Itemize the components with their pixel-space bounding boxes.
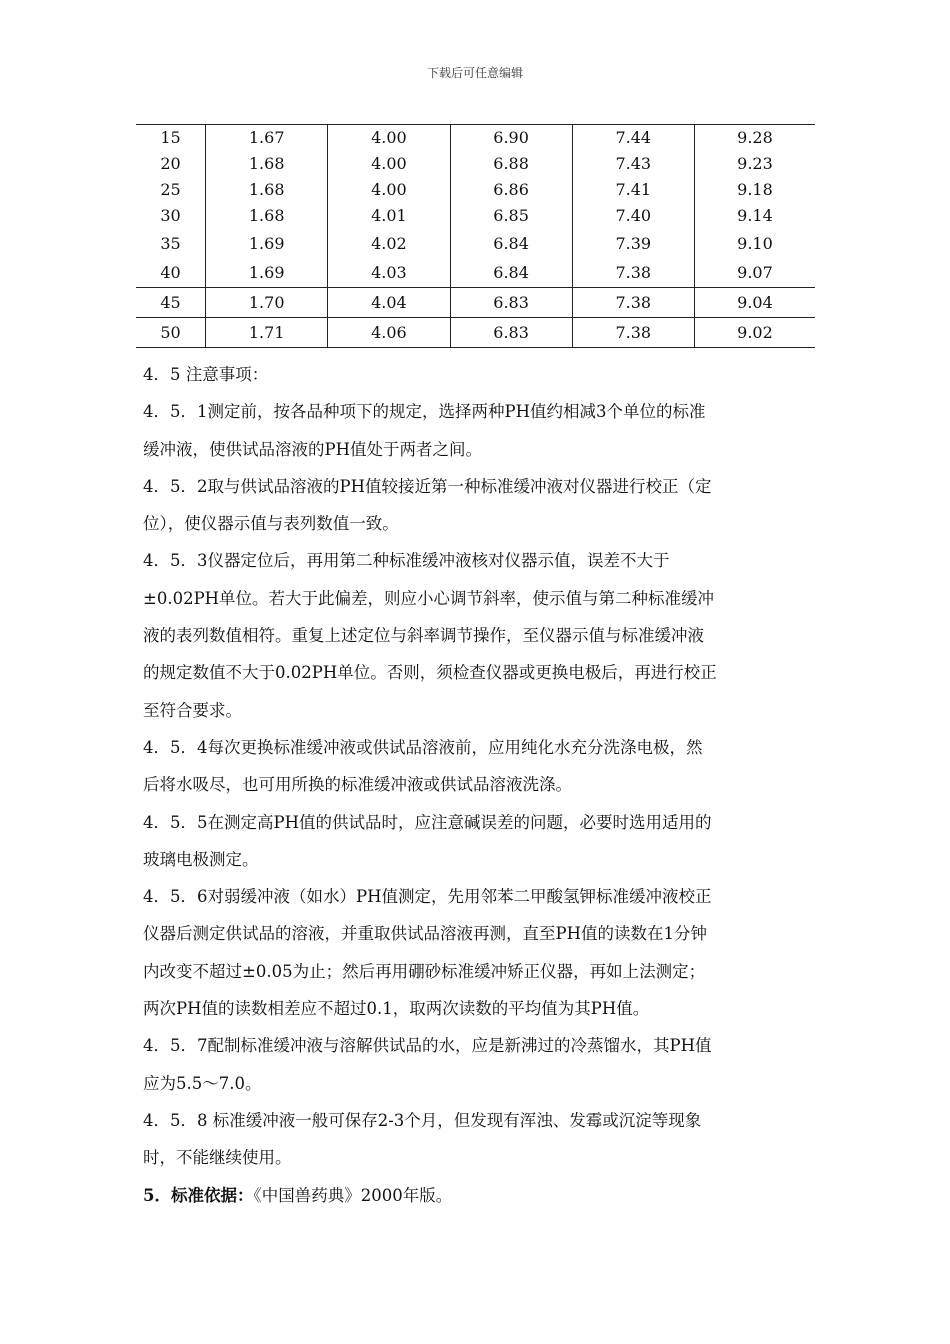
ph-value-cell: 9.10 — [694, 229, 815, 258]
table-row — [136, 203, 815, 229]
notes-line: 缓冲液，使供试品溶液的PH值处于两者之间。 — [143, 439, 482, 459]
table-row — [136, 151, 815, 177]
ph-value-cell: 9.23 — [694, 151, 815, 177]
notes-line: 液的表列数值相符。重复上述定位与斜率调节操作，至仪器示值与标准缓冲液 — [143, 626, 704, 646]
notes-line: 4．5．7配制标准缓冲液与溶解供试品的水，应是新沸过的冷蒸馏水，其PH值 — [143, 1036, 712, 1056]
table-row — [136, 177, 815, 203]
ph-value-cell: 7.43 — [572, 151, 694, 177]
ph-value-cell: 1.70 — [206, 288, 328, 318]
page-header: 下载后可任意编辑 — [426, 66, 523, 80]
temperature-cell: 25 — [160, 180, 181, 199]
ph-value-cell: 7.38 — [572, 288, 694, 318]
ph-value-cell: 6.83 — [450, 288, 572, 318]
notes-line: 应为5.5～7.0。 — [143, 1073, 262, 1093]
ph-value-cell: 9.02 — [694, 318, 815, 348]
notes-line: 的规定数值不大于0.02PH单位。否则，须检查仪器或更换电极后，再进行校正 — [143, 663, 717, 683]
ph-value-cell: 4.01 — [328, 203, 450, 229]
temperature-cell: 30 — [160, 206, 181, 225]
table-row — [136, 258, 815, 288]
notes-line: 4．5 注意事项： — [143, 365, 269, 384]
ph-value-cell: 6.84 — [450, 258, 572, 288]
notes-line: 4．5．3仪器定位后，再用第二种标准缓冲液核对仪器示值，误差不大于 — [143, 551, 670, 571]
ph-value-cell: 9.07 — [694, 258, 815, 288]
ph-value-cell: 1.69 — [206, 258, 328, 288]
ph-value-cell: 7.41 — [572, 177, 694, 203]
ph-value-cell: 1.68 — [206, 177, 328, 203]
table-row — [136, 229, 815, 258]
notes-line: 两次PH值的读数相差应不超过0.1，取两次读数的平均值为其PH值。 — [143, 999, 650, 1019]
ph-value-cell: 6.90 — [450, 125, 572, 152]
notes-line: 位），使仪器示值与表列数值一致。 — [143, 514, 399, 534]
standard-basis-text: 《中国兽药典》2000年版。 — [253, 1185, 453, 1205]
ph-value-cell: 1.68 — [206, 151, 328, 177]
ph-value-cell: 6.86 — [450, 177, 572, 203]
ph-value-cell: 4.02 — [328, 229, 450, 258]
ph-value-cell: 7.44 — [572, 125, 694, 152]
standard-basis-label: 5．标准依据： — [143, 1185, 254, 1205]
notes-line: ±0.02PH单位。若大于此偏差，则应小心调节斜率，使示值与第二种标准缓冲 — [143, 588, 715, 608]
notes-line: 4．5．8 标准缓冲液一般可保存2-3个月，但发现有浑浊、发霉或沉淀等现象 — [143, 1110, 702, 1130]
temperature-cell: 40 — [160, 263, 181, 282]
temperature-cell: 15 — [136, 125, 206, 152]
table-row — [136, 318, 815, 348]
notes-line: 玻璃电极测定。 — [143, 849, 259, 869]
temperature-cell: 50 — [136, 318, 206, 348]
ph-value-cell: 6.83 — [450, 318, 572, 348]
table-row — [136, 125, 815, 152]
ph-value-cell: 4.03 — [328, 258, 450, 288]
notes-line: 后将水吸尽，也可用所换的标准缓冲液或供试品溶液洗涤。 — [143, 775, 572, 795]
notes-line: 4．5．1测定前，按各品种项下的规定，选择两种PH值约相减3个单位的标准 — [143, 402, 706, 422]
notes-line: 4．5．2取与供试品溶液的PH值较接近第一种标准缓冲液对仪器进行校正（定 — [143, 476, 712, 496]
ph-value-cell: 6.84 — [450, 229, 572, 258]
notes-line: 内改变不超过±0.05为止；然后再用硼砂标准缓冲矫正仪器，再如上法测定； — [143, 961, 706, 981]
standard-basis — [143, 1177, 813, 1214]
temperature-cell: 45 — [136, 288, 206, 318]
ph-value-cell: 1.67 — [206, 125, 328, 152]
ph-value-cell: 7.38 — [572, 318, 694, 348]
ph-value-cell: 1.71 — [206, 318, 328, 348]
notes-line: 4．5．6对弱缓冲液（如水）PH值测定，先用邻苯二甲酸氢钾标准缓冲液校正 — [143, 887, 712, 907]
ph-value-cell: 4.00 — [328, 125, 450, 152]
notes-line: 仪器后测定供试品的溶液，并重取供试品溶液再测，直至PH值的读数在1分钟 — [143, 924, 707, 944]
notes-line: 4．5．5在测定高PH值的供试品时，应注意碱误差的问题，必要时选用适用的 — [143, 812, 712, 832]
ph-value-cell: 9.14 — [694, 203, 815, 229]
ph-value-cell: 9.04 — [694, 288, 815, 318]
ph-value-cell: 4.00 — [328, 177, 450, 203]
ph-buffer-table — [136, 124, 815, 348]
temperature-cell: 20 — [160, 154, 181, 173]
notes-line: 至符合要求。 — [143, 700, 242, 720]
ph-value-cell: 4.04 — [328, 288, 450, 318]
ph-value-cell: 7.39 — [572, 229, 694, 258]
notes-line: 时，不能继续使用。 — [143, 1148, 292, 1168]
notes-line: 4．5．4每次更换标准缓冲液或供试品溶液前，应用纯化水充分洗涤电极，然 — [143, 737, 703, 757]
temperature-cell: 35 — [160, 234, 181, 253]
ph-value-cell: 1.68 — [206, 203, 328, 229]
notes-section — [143, 356, 813, 1214]
ph-value-cell: 7.38 — [572, 258, 694, 288]
table-row — [136, 288, 815, 318]
ph-value-cell: 4.06 — [328, 318, 450, 348]
ph-value-cell: 4.00 — [328, 151, 450, 177]
ph-value-cell: 1.69 — [206, 229, 328, 258]
ph-value-cell: 6.85 — [450, 203, 572, 229]
ph-value-cell: 7.40 — [572, 203, 694, 229]
ph-value-cell: 9.28 — [694, 125, 815, 152]
ph-value-cell: 6.88 — [450, 151, 572, 177]
ph-value-cell: 9.18 — [694, 177, 815, 203]
